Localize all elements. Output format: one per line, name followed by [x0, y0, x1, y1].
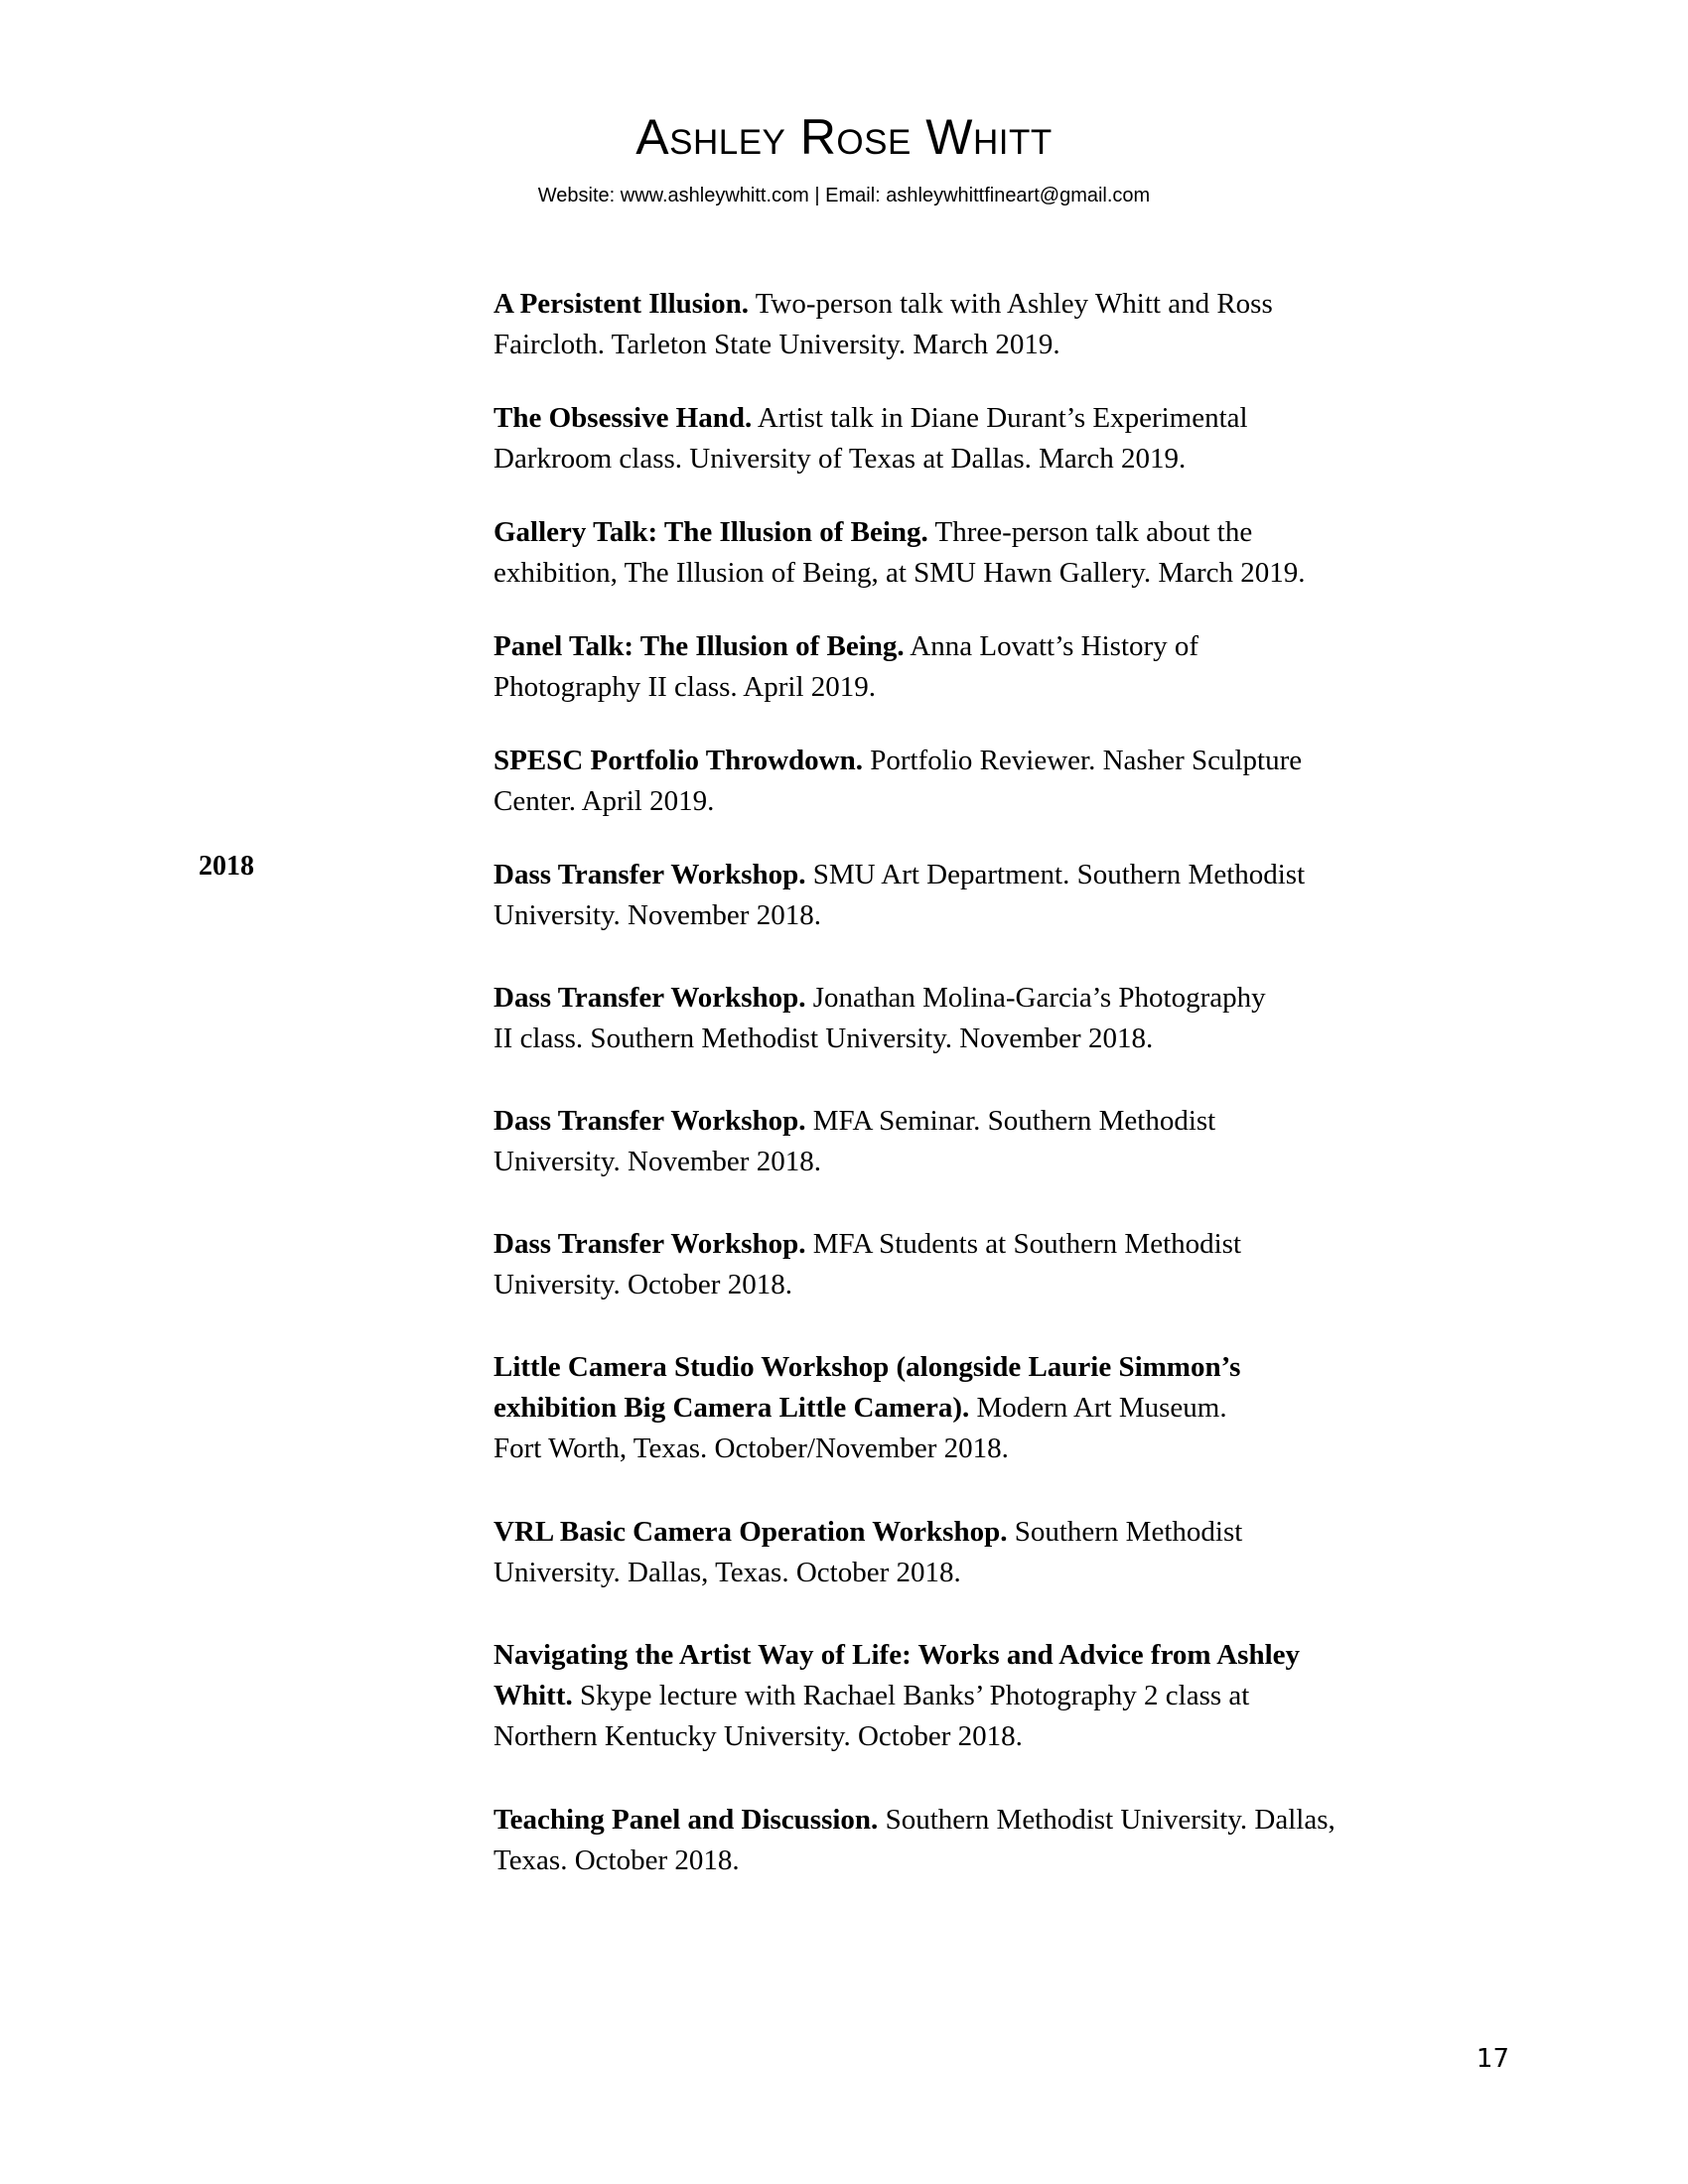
entry-line	[493, 1347, 1486, 1388]
entry-line: University. November 2018.	[493, 1146, 821, 1177]
entry-line: II class. Southern Methodist University. November 2018.	[493, 1023, 1154, 1054]
entry-line: University. November 2018.	[493, 899, 821, 931]
entry-title: A Persistent Illusion.	[493, 288, 749, 320]
entry-line: Northern Kentucky University. October 2018.	[493, 1720, 1023, 1752]
entry-text: Southern Methodist	[1007, 1516, 1243, 1548]
entry-line	[493, 1388, 1486, 1429]
entry-line	[493, 512, 1486, 553]
entry-line	[493, 1800, 1486, 1841]
entry-line	[493, 1635, 1486, 1676]
entry-text: MFA Seminar. Southern Methodist	[805, 1105, 1216, 1137]
entry-line	[493, 398, 1486, 439]
entry-text: Anna Lovatt’s History of	[904, 630, 1199, 662]
entry-text: Southern Methodist University. Dallas,	[878, 1804, 1336, 1836]
entry-line	[493, 626, 1486, 667]
list-item	[493, 1635, 1486, 1757]
entry-line: Photography II class. April 2019.	[493, 671, 877, 703]
entry-line: University. October 2018.	[493, 1269, 792, 1300]
author-name	[0, 107, 1688, 167]
entry-text: SMU Art Department. Southern Methodist	[805, 859, 1306, 890]
entry-title: Panel Talk: The Illusion of Being.	[493, 630, 905, 662]
entry-line: Darkroom class. University of Texas at Dallas. March 2019.	[493, 443, 1187, 475]
entry-line	[493, 284, 1486, 325]
list-item	[493, 1512, 1486, 1593]
list-item	[493, 398, 1486, 479]
entry-line: University. Dallas, Texas. October 2018.	[493, 1557, 961, 1588]
list-item	[493, 1101, 1486, 1182]
page-number: 17	[1476, 2044, 1509, 2074]
entry-text: Two-person talk with Ashley Whitt and Ross	[749, 288, 1273, 320]
entry-text: Skype lecture with Rachael Banks’ Photography 2 class at	[572, 1680, 1250, 1711]
list-item	[493, 1800, 1486, 1881]
entry-title: VRL Basic Camera Operation Workshop.	[493, 1516, 1008, 1548]
entry-title: Teaching Panel and Discussion.	[493, 1804, 879, 1836]
year-label-2018: 2018	[199, 851, 254, 882]
entry-line	[493, 978, 1486, 1019]
author-last-name: Whitt	[925, 109, 1053, 165]
entry-line	[493, 1676, 1486, 1716]
entry-text: Three-person talk about the	[927, 516, 1253, 548]
list-item	[493, 741, 1486, 822]
entry-line	[493, 855, 1486, 895]
entry-line: Texas. October 2018.	[493, 1844, 740, 1876]
list-item	[493, 284, 1486, 365]
list-item	[493, 978, 1486, 1059]
entry-line	[493, 741, 1486, 781]
entry-line: Fort Worth, Texas. October/November 2018.	[493, 1433, 1009, 1464]
entry-title: Dass Transfer Workshop.	[493, 1105, 806, 1137]
list-item	[493, 1347, 1486, 1469]
entry-text: Modern Art Museum.	[969, 1392, 1227, 1424]
entry-title: SPESC Portfolio Throwdown.	[493, 745, 863, 776]
author-middle-name: Rose	[799, 109, 912, 165]
entry-line	[493, 1512, 1486, 1553]
entry-text: Artist talk in Diane Durant’s Experimental	[752, 402, 1248, 434]
list-item	[493, 626, 1486, 708]
entry-title: Navigating the Artist Way of Life: Works and Advice from Ashley	[493, 1639, 1301, 1671]
entry-title: Gallery Talk: The Illusion of Being.	[493, 516, 928, 548]
entry-text: Portfolio Reviewer. Nasher Sculpture	[862, 745, 1303, 776]
entry-title: Little Camera Studio Workshop (alongside Laurie Simmon’s	[493, 1351, 1241, 1383]
list-item	[493, 1224, 1486, 1305]
list-item	[493, 512, 1486, 594]
entry-line: Center. April 2019.	[493, 785, 715, 817]
entry-title: Dass Transfer Workshop.	[493, 859, 806, 890]
entry-title: Whitt.	[493, 1680, 573, 1711]
entry-title: exhibition Big Camera Little Camera).	[493, 1392, 970, 1424]
contact-line: Website: www.ashleywhitt.com | Email: ashleywhittfineart@gmail.com	[537, 185, 1151, 206]
entry-line: exhibition, The Illusion of Being, at SMU Hawn Gallery. March 2019.	[493, 557, 1306, 589]
entry-title: The Obsessive Hand.	[493, 402, 753, 434]
entry-line	[493, 1101, 1486, 1142]
entry-title: Dass Transfer Workshop.	[493, 982, 806, 1014]
entry-line: Faircloth. Tarleton State University. March 2019.	[493, 329, 1060, 360]
author-first-name: Ashley	[635, 109, 786, 165]
entry-text: Jonathan Molina-Garcia’s Photography	[805, 982, 1266, 1014]
entry-title: Dass Transfer Workshop.	[493, 1228, 806, 1260]
entry-text: MFA Students at Southern Methodist	[805, 1228, 1242, 1260]
list-item	[493, 855, 1486, 936]
entry-line	[493, 1224, 1486, 1265]
